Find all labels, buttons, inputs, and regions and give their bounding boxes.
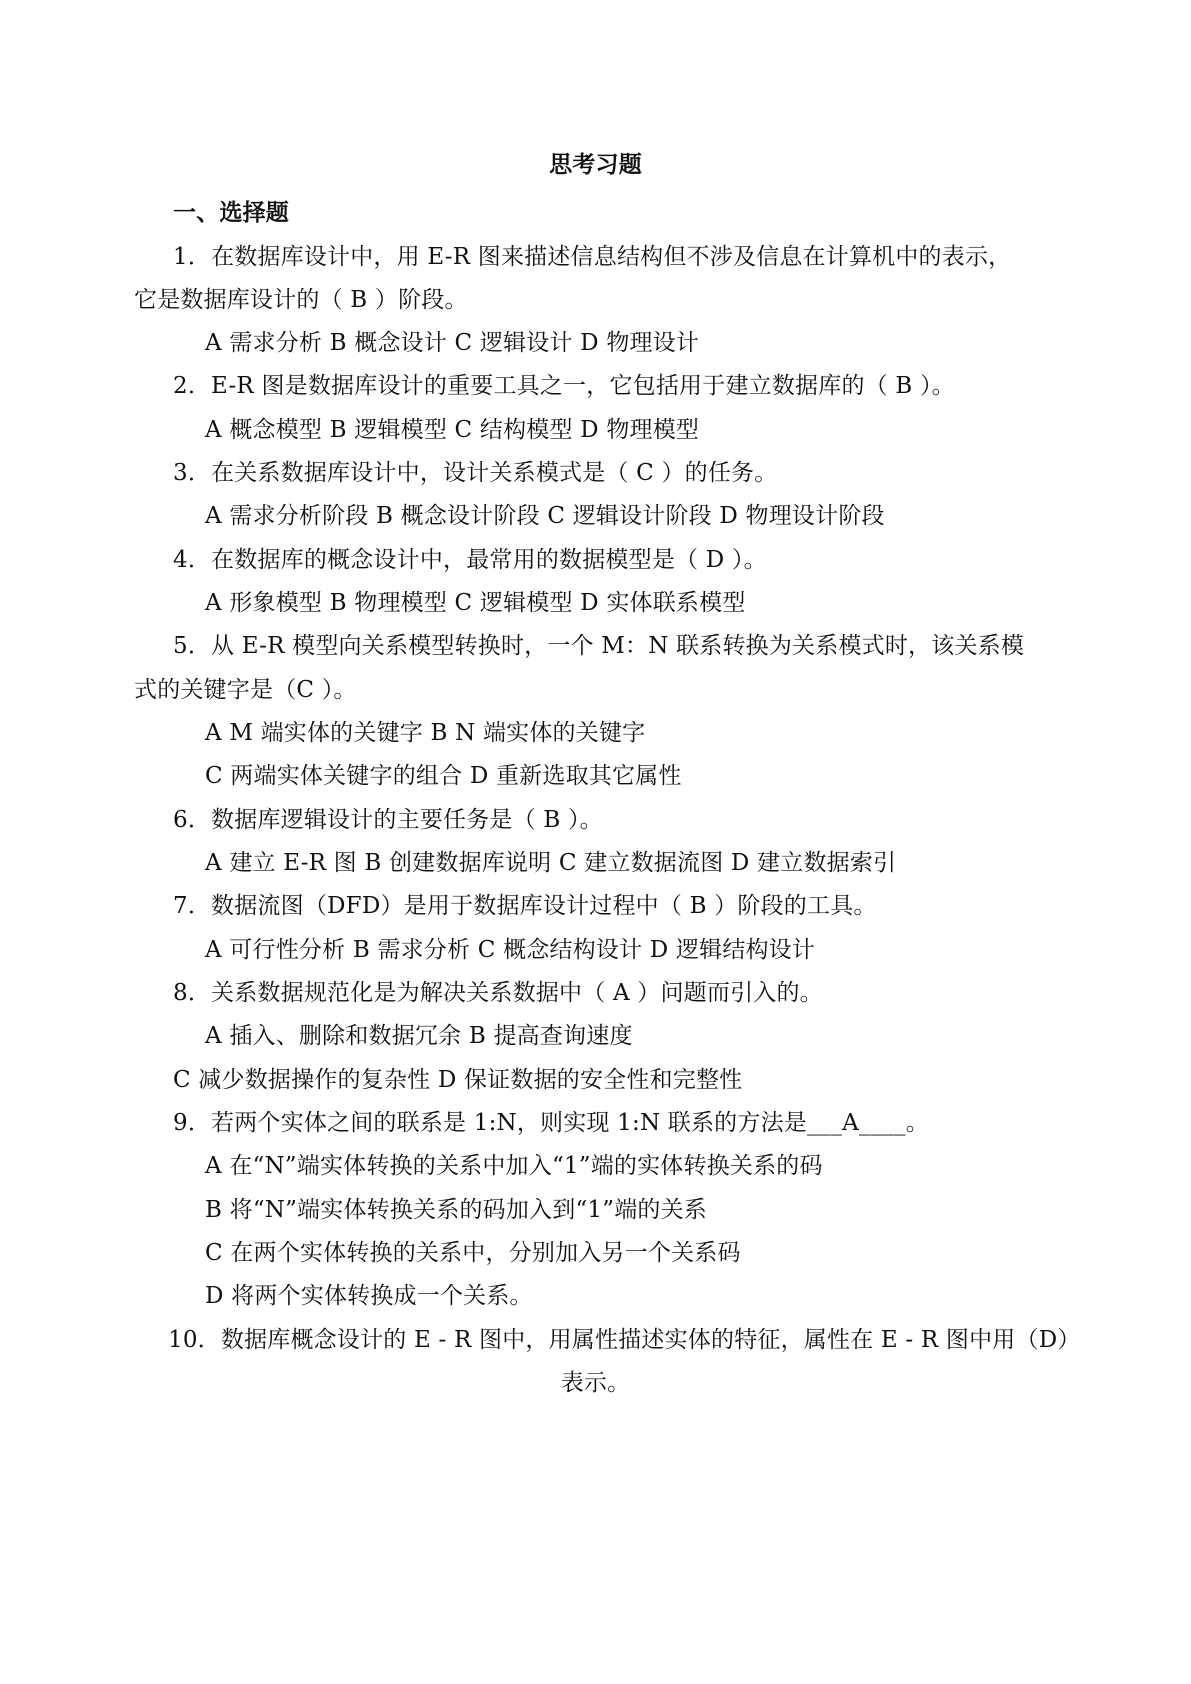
question-1-options: A 需求分析 B 概念设计 C 逻辑设计 D 物理设计 [205, 330, 700, 356]
question-6-options: A 建立 E-R 图 B 创建数据库说明 C 建立数据流图 D 建立数据索引 [205, 850, 897, 876]
question-5-options-cd: C 两端实体关键字的组合 D 重新选取其它属性 [205, 763, 682, 789]
question-8-options-cd: C 减少数据操作的复杂性 D 保证数据的安全性和完整性 [173, 1067, 743, 1093]
question-9-option-b: B 将“N”端实体转换关系的码加入到“1”端的关系 [205, 1197, 708, 1223]
question-10-line-2: 表示。 [560, 1370, 631, 1396]
question-4-options: A 形象模型 B 物理模型 C 逻辑模型 D 实体联系模型 [205, 590, 746, 616]
question-8-options-ab: A 插入、删除和数据冗余 B 提高查询速度 [205, 1023, 633, 1049]
question-6: 6．数据库逻辑设计的主要任务是（ B ）。 [173, 807, 603, 833]
question-9: 9．若两个实体之间的联系是 1:N，则实现 1:N 联系的方法是___A____。 [173, 1110, 929, 1136]
question-3: 3．在关系数据库设计中，设计关系模式是（ C ）的任务。 [173, 460, 778, 486]
question-9-option-c: C 在两个实体转换的关系中，分别加入另一个关系码 [205, 1240, 741, 1266]
question-2: 2．E-R 图是数据库设计的重要工具之一，它包括用于建立数据库的（ B ）。 [173, 373, 955, 399]
question-4: 4．在数据库的概念设计中，最常用的数据模型是（ D ）。 [173, 547, 767, 573]
question-9-option-d: D 将两个实体转换成一个关系。 [205, 1283, 533, 1309]
question-2-options: A 概念模型 B 逻辑模型 C 结构模型 D 物理模型 [205, 417, 700, 443]
question-5-line-2: 式的关键字是（C ）。 [134, 677, 357, 703]
question-1-line-1: 1．在数据库设计中，用 E-R 图来描述信息结构但不涉及信息在计算机中的表示， [173, 244, 1012, 270]
page-title: 思考习题 [549, 151, 642, 178]
question-9-option-a: A 在“N”端实体转换的关系中加入“1”端的实体转换关系的码 [205, 1153, 823, 1179]
question-3-options: A 需求分析阶段 B 概念设计阶段 C 逻辑设计阶段 D 物理设计阶段 [205, 503, 885, 529]
question-7: 7．数据流图（DFD）是用于数据库设计过程中（ B ）阶段的工具。 [173, 893, 877, 919]
question-8: 8．关系数据规范化是为解决关系数据中（ A ）问题而引入的。 [173, 980, 823, 1006]
question-10-line-1: 10．数据库概念设计的 E - R 图中，用属性描述实体的特征，属性在 E - R 图中用（D） [168, 1327, 1081, 1353]
question-1-line-2: 它是数据库设计的（ B ）阶段。 [134, 287, 468, 313]
question-5-line-1: 5．从 E-R 模型向关系模型转换时，一个 M：N 联系转换为关系模式时，该关系模 [173, 633, 1025, 659]
section-heading: 一、选择题 [173, 199, 289, 226]
question-7-options: A 可行性分析 B 需求分析 C 概念结构设计 D 逻辑结构设计 [205, 937, 816, 963]
question-5-options-ab: A M 端实体的关键字 B N 端实体的关键字 [205, 720, 646, 746]
